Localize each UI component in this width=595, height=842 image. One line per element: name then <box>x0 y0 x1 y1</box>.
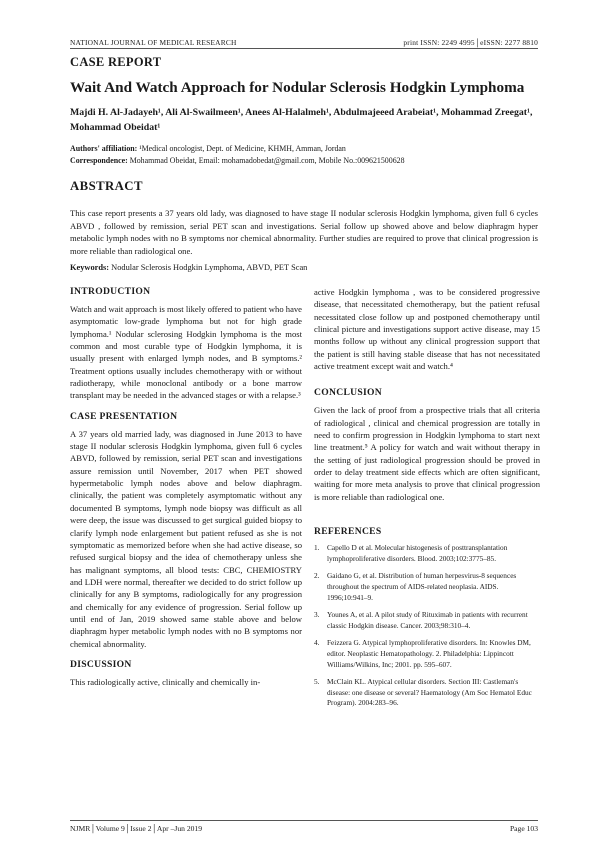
discussion-heading: DISCUSSION <box>70 658 132 670</box>
case-presentation-text: A 37 years old married lady, was diagnosed in June 2013 to have stage II nodular sclerosis Hodgkin lymphoma, given full 6 cycles ABVD, followed by remission, serial PET scan and investigations assure remission until November, 2017 when PET showed hypermetabolic lymph nodes above and below diaphragm. clinically, the patient was completely asymptomatic without any documented B symptoms, lymph node biopsy was difficult as all were deep, the issue was discussed to get surgical guided biopsy to clarify lymph node enlargement but patient refused as she is not symptomatic as memorized before when she had active disease, so refused surgical biopsy and the idea of chemotherapy unless she has malignant symptoms, all blood tests: CBC, CHEMIOSTRY and LDH were normal, thereafter we decided to do strict follow up clinically for any B symptoms, radiologically for any progression and chemically for any evidence of progression. Serial follow up until end of Jan, 2019 showed same stable above and below diaphragm hyper metabolic lymph nodes with no B symptoms nor chemical abnormality. <box>70 428 302 649</box>
reference-item: 3. Younes A, et al. A pilot study of Rituximab in patients with recurrent classic Hodgkin disease. Cancer. 2003;98:310–4. <box>314 610 528 630</box>
conclusion-text: Given the lack of proof from a prospective trials that all criteria of radiological , clinical and chemical progression are totally in need to confirm progression in Hodgkin lymphoma to start next line treatment.⁵ A policy for watch and wait without therapy in the setting of just radiological progression should be proved in order to delay treatment side effects which are often significant, waiting for more meta analysis to prove that clinical progression is more reliable than radiological one. <box>314 405 540 502</box>
discussion-text-left: This radiologically active, clinically and chemically in- <box>70 676 261 687</box>
running-header <box>70 37 538 49</box>
conclusion-heading: CONCLUSION <box>314 387 383 399</box>
reference-item: 5. McClain KL. Atypical cellular disorders. Section III: Castleman's disease: one disease or several? Haematology (Am Soc Hematol Educ Program). 2004:283–96. <box>314 677 532 708</box>
correspondence-text: Mohammad Obeidat, Email: mohamadobedat@gmail.com, Mobile No.:009621500628 <box>127 156 405 165</box>
introduction-heading: INTRODUCTION <box>70 286 151 297</box>
references-heading: REFERENCES <box>314 526 382 538</box>
issn-text: print ISSN: 2249 4995│eISSN: 2277 8810 <box>403 38 538 47</box>
affiliation-block <box>70 143 538 167</box>
keywords-line <box>70 263 538 272</box>
affiliation-label: Authors' affiliation: <box>70 144 138 153</box>
reference-item: 2. Gaidano G, et al. Distribution of human herpesvirus-8 sequences throughout the spectrum of AIDS-related neoplasia. AIDS. 1996;10:941–9. <box>314 571 517 602</box>
affiliation-line <box>70 143 538 155</box>
reference-item: 1. Capello D et al. Molecular histogenesis of posttransplantation lymphoproliferative disorders. Blood. 2003;102:3775–85. <box>314 543 508 563</box>
affiliation-text: ¹Medical oncologist, Dept. of Medicine, KHMH, Amman, Jordan <box>137 144 346 153</box>
keywords-label: Keywords: <box>70 263 110 272</box>
journal-name: NATIONAL JOURNAL OF MEDICAL RESEARCH <box>70 38 237 47</box>
discussion-text-right: active Hodgkin lymphoma , was to be considered progressive disease, that necessitated chemotherapy, but the patient refusal necessitated close follow up and postponed chemotherapy until clinical picture and investigations support active disease, may 15 months follow up without any clinical progression support that the patient is still having stable disease that has not necessitated active treatment except wait and watch.⁴ <box>314 287 540 372</box>
right-column <box>314 286 540 716</box>
abstract-heading: ABSTRACT <box>70 179 143 193</box>
abstract-text: This case report presents a 37 years old lady, was diagnosed to have stage II nodular sclerosis Hodgkin lymphoma, given full 6 cycles ABVD , followed by remission, serial PET scan and investigations. Serial follow up showed above and below diaphragm hyper metabolic lymph nodes with no B symptoms nor chemical abnormality. Further studies are required to prove that clinical progression is more reliable than radiological one. <box>70 208 538 257</box>
correspondence-line <box>70 155 538 167</box>
issue-info: NJMR│Volume 9│Issue 2│Apr –Jun 2019 <box>70 824 203 833</box>
keywords-text: Nodular Sclerosis Hodgkin Lymphoma, ABVD, PET Scan <box>109 263 308 272</box>
page-number: Page 103 <box>509 824 538 833</box>
reference-list <box>314 543 540 709</box>
article-type: CASE REPORT <box>70 55 162 69</box>
case-presentation-heading: CASE PRESENTATION <box>70 410 178 422</box>
introduction-text: Watch and wait approach is most likely offered to patient who have asymptomatic low-grade lymphoma but not for high grade lymphoma.¹ Nodular sclerosing Hodgkin lymphoma is the most common and most curable type of Hodgkin lymphoma, it is usually present with enlarged lymph nodes, and B symptoms.² Treatment options usually includes chemotherapy with or without radiotherapy, while monoclonal antibody or a bone marrow transplant may be needed in the advanced stages or with a relapse.³ <box>70 304 302 401</box>
page-footer <box>70 820 538 833</box>
reference-item: 4. Feizzera G. Atypical lymphoproliferative disorders. In: Knowles DM, editor. Neoplastic Hematopathology. 2. Philadelphia: Lippincott Williams/Wilkins, Inc; 2001. pp. 595–607. <box>314 638 531 669</box>
article-title: Wait And Watch Approach for Nodular Sclerosis Hodgkin Lymphoma <box>70 79 525 96</box>
left-column <box>70 286 302 697</box>
author-list: Majdi H. Al-Jadayeh¹, Ali Al-Swailmeen¹, Anees Al-Halalmeh¹, Abdulmajeeed Arabeiat¹, Mohammad Zreegat¹, Mohammad Obeidat¹ <box>70 107 533 133</box>
correspondence-label: Correspondence: <box>70 156 128 165</box>
